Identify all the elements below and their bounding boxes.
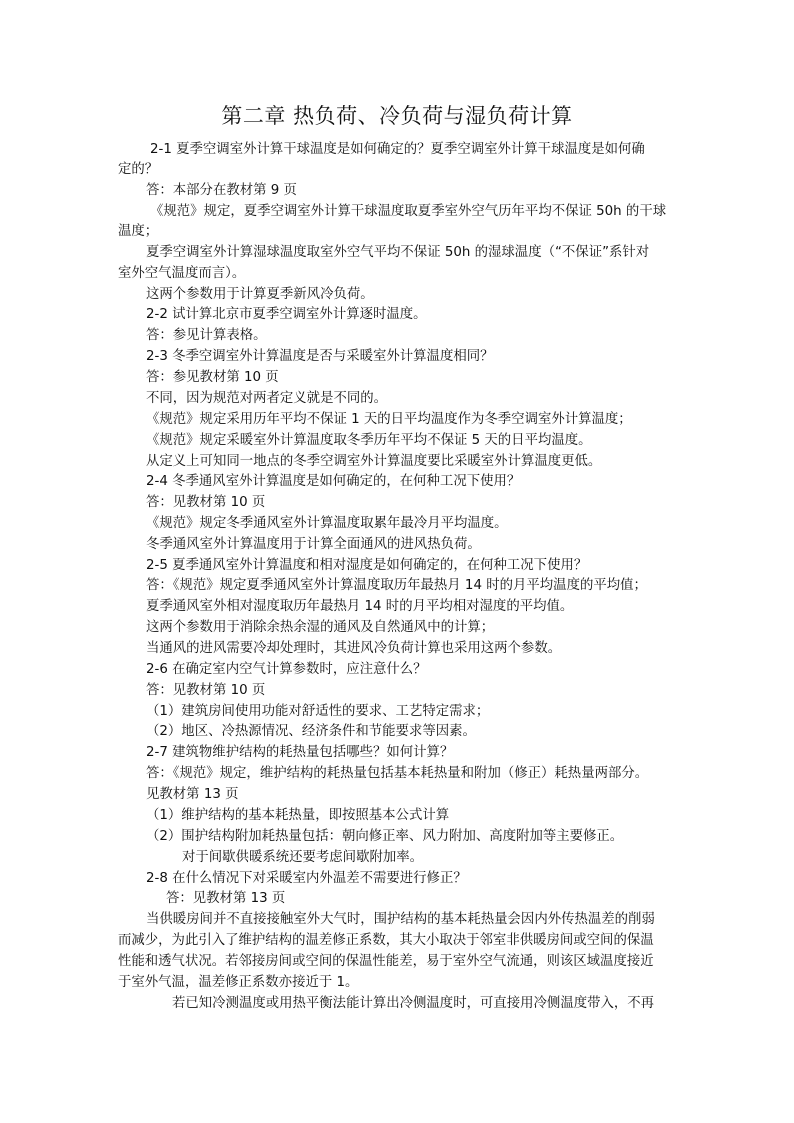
text-line: 不同，因为规范对两者定义就是不同的。 [146, 391, 388, 406]
question-2-8: 2-8 在什么情况下对采暖室内外温差不需要进行修正？ [146, 871, 467, 886]
text-line: 于室外气温，温差修正系数亦接近于 1。 [118, 975, 359, 990]
text-line: 当供暖房间并不直接接触室外大气时，围护结构的基本耗热量会因内外传热温差的削弱 [146, 912, 655, 927]
list-item: （1）维护结构的基本耗热量，即按照基本公式计算 [146, 808, 450, 823]
answer-line: 答：参见计算表格。 [146, 328, 267, 343]
answer-line: 答：《规范》规定夏季通风室外计算温度取历年最热月 14 时的月平均温度的平均值； [146, 578, 647, 593]
text-line: 对于间歇供暖系统还要考虑间歇附加率。 [182, 850, 424, 865]
answer-line: 答：见教材第 10 页 [146, 683, 266, 698]
text-line: 《规范》规定冬季通风室外计算温度取累年最冷月平均温度。 [146, 516, 508, 531]
question-2-6: 2-6 在确定室内空气计算参数时，应注意什么？ [146, 662, 427, 677]
text-line: 定的？ [118, 162, 159, 177]
text-line: 夏季空调室外计算湿球温度取室外空气平均不保证 50h 的湿球温度（“不保证”系针对 [146, 245, 650, 260]
answer-line: 答：参见教材第 10 页 [146, 370, 279, 385]
text-line: 性能和透气状况。若邻接房间或空间的保温性能差，易于室外空气流通，则该区域温度接近 [118, 954, 654, 969]
answer-line: 答：本部分在教材第 9 页 [146, 183, 297, 198]
list-item: （1）建筑房间使用功能对舒适性的要求、工艺特定需求； [146, 704, 490, 719]
text-line: 温度； [118, 224, 159, 239]
answer-line: 答：《规范》规定，维护结构的耗热量包括基本耗热量和附加（修正）耗热量两部分。 [146, 766, 649, 781]
text-line: 这两个参数用于消除余热余湿的通风及自然通风中的计算； [146, 620, 495, 635]
text-line: 《规范》规定采用历年平均不保证 1 天的日平均温度作为冬季空调室外计算温度； [146, 412, 632, 427]
text-line: 室外空气温度而言）。 [118, 266, 246, 281]
text-line: 《规范》规定采暖室外计算温度取冬季历年平均不保证 5 天的日平均温度。 [146, 433, 592, 448]
list-item: （2）地区、冷热源情况、经济条件和节能要求等因素。 [146, 724, 476, 739]
text-line: 《规范》规定，夏季空调室外计算干球温度取夏季室外空气历年平均不保证 50h 的干球 [150, 204, 667, 219]
text-line: 这两个参数用于计算夏季新风冷负荷。 [146, 287, 374, 302]
chapter-title: 第二章 热负荷、冷负荷与湿负荷计算 [221, 104, 573, 128]
answer-line: 答：见教材第 10 页 [146, 495, 266, 510]
text-line: 从定义上可知同一地点的冬季空调室外计算温度要比采暖室外计算温度更低。 [146, 454, 602, 469]
text-line: 若已知冷测温度或用热平衡法能计算出冷侧温度时，可直接用冷侧温度带入，不再 [172, 996, 655, 1011]
text-line: 见教材第 13 页 [146, 787, 239, 802]
question-2-2: 2-2 试计算北京市夏季空调室外计算逐时温度。 [146, 307, 427, 322]
question-2-3: 2-3 冬季空调室外计算温度是否与采暖室外计算温度相同？ [146, 349, 494, 364]
question-2-1: 2-1 夏季空调室外计算干球温度是如何确定的？夏季空调室外计算干球温度是如何确 [150, 142, 645, 157]
question-2-4: 2-4 冬季通风室外计算温度是如何确定的，在何种工况下使用？ [146, 474, 521, 489]
answer-line: 答：见教材第 13 页 [166, 891, 286, 906]
text-line: 夏季通风室外相对湿度取历年最热月 14 时的月平均相对湿度的平均值。 [146, 599, 574, 614]
question-2-5: 2-5 夏季通风室外计算温度和相对湿度是如何确定的，在何种工况下使用？ [146, 558, 588, 573]
question-2-7: 2-7 建筑物维护结构的耗热量包括哪些？如何计算？ [146, 745, 454, 760]
text-line: 冬季通风室外计算温度用于计算全面通风的进风热负荷。 [146, 537, 481, 552]
list-item: （2）围护结构附加耗热量包括：朝向修正率、风力附加、高度附加等主要修正。 [146, 829, 624, 844]
text-line: 当通风的进风需要冷却处理时，其进风冷负荷计算也采用这两个参数。 [146, 641, 562, 656]
text-line: 而减少，为此引入了维护结构的温差修正系数，其大小取决于邻室非供暖房间或空间的保温 [118, 933, 654, 948]
